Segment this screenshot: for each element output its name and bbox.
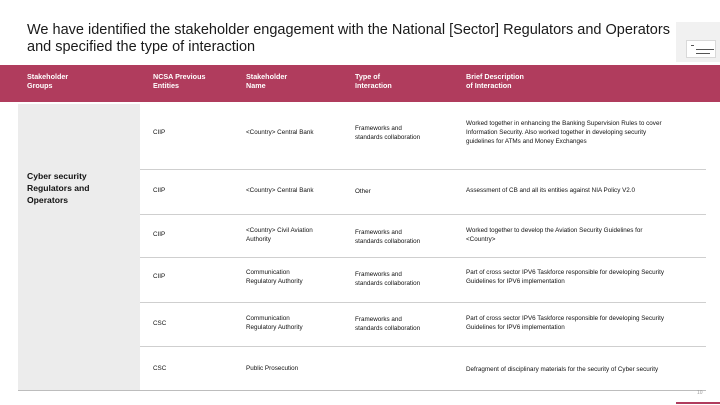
header-stakeholder-name: Stakeholder Name: [246, 72, 288, 90]
entity-cell: CSC: [153, 365, 167, 372]
description-cell: Worked together in enhancing the Banking Supervision Rules to cover Information Security. Also worked together in developing security guidelines for ATMs and Money Exchanges: [466, 120, 662, 145]
interaction-cell: Frameworks and standards collaboration: [355, 271, 421, 287]
row-divider: [140, 302, 706, 303]
description-cell: Part of cross sector IPV6 Taskforce responsible for developing Security Guidelines for IPV6 implementation: [466, 315, 664, 331]
name-cell: Public Prosecution: [246, 365, 299, 372]
entity-cell: CIIP: [153, 231, 166, 238]
entity-cell: CIIP: [153, 187, 166, 194]
slide-title: We have identified the stakeholder engagement with the National [Sector] Regulators and Operators and specified the type of interaction: [27, 22, 670, 55]
interaction-cell: Frameworks and standards collaboration: [355, 125, 421, 141]
table-bottom-border: [18, 390, 706, 391]
name-cell: <Country> Civil Aviation Authority: [246, 227, 313, 243]
interaction-cell: Other: [355, 188, 371, 195]
group-cell: [18, 104, 140, 390]
description-cell: Worked together to develop the Aviation Security Guidelines for <Country>: [466, 227, 643, 243]
header-type-of-interaction: Type of Interaction: [355, 72, 392, 90]
name-cell: <Country> Central Bank: [246, 187, 314, 194]
row-divider: [140, 346, 706, 347]
entity-cell: CSC: [153, 320, 167, 327]
page-number: 10: [697, 390, 703, 396]
slide-thumbnail-icon: [676, 22, 720, 62]
header-brief-description: Brief Description of Interaction: [466, 72, 524, 90]
footer-accent-line: [676, 402, 720, 404]
name-cell: Communication Regulatory Authority: [246, 315, 303, 331]
row-divider: [140, 214, 706, 215]
name-cell: <Country> Central Bank: [246, 129, 314, 136]
row-divider: [140, 257, 706, 258]
interaction-cell: Frameworks and standards collaboration: [355, 229, 421, 245]
interaction-cell: Frameworks and standards collaboration: [355, 316, 421, 332]
description-cell: Defragment of disciplinary materials for the security of Cyber security: [466, 366, 659, 373]
entity-cell: CIIP: [153, 273, 166, 280]
name-cell: Communication Regulatory Authority: [246, 269, 303, 285]
description-cell: Assessment of CB and all its entities against NIA Policy V2.0: [466, 187, 636, 194]
header-stakeholder-groups: Stakeholder Groups: [27, 72, 69, 90]
entity-cell: CIIP: [153, 129, 166, 136]
description-cell: Part of cross sector IPV6 Taskforce responsible for developing Security Guidelines for IPV6 implementation: [466, 269, 664, 285]
row-divider: [140, 169, 706, 170]
group-label: Cyber security Regulators and Operators: [27, 171, 90, 205]
header-ncsa-previous-entities: NCSA Previous Entities: [153, 72, 206, 90]
